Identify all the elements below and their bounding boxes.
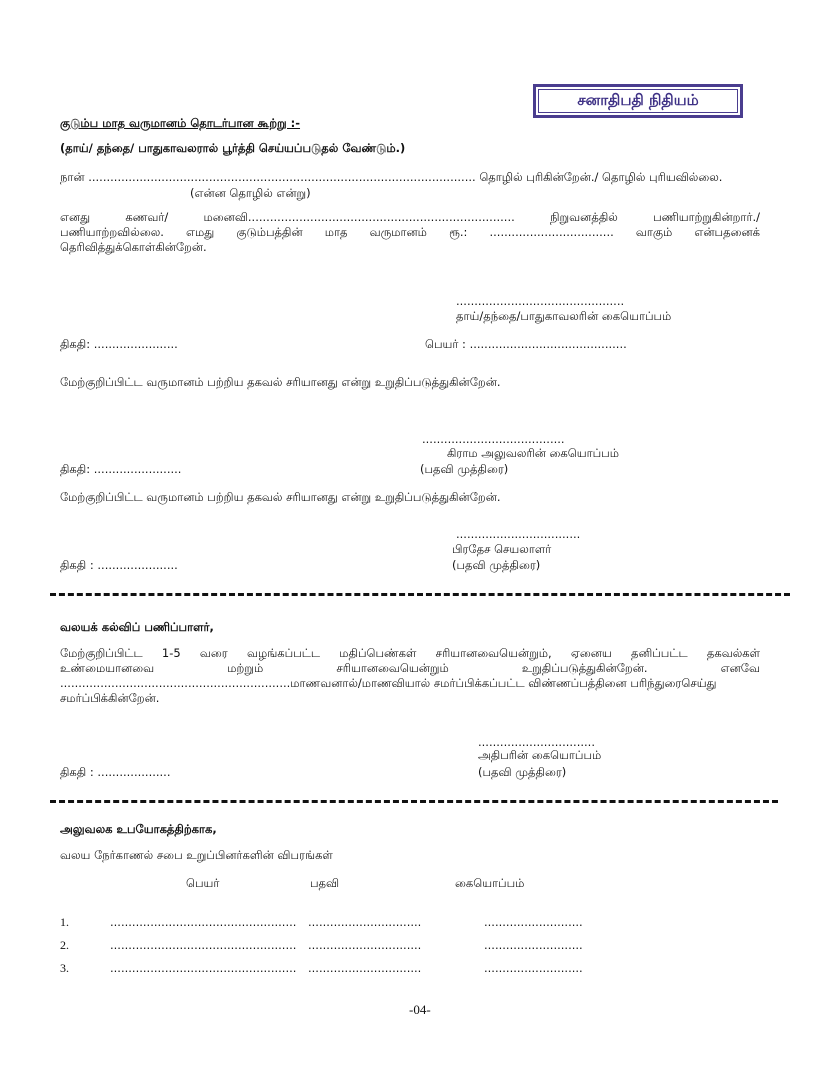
zonal-director-heading: வலயக் கல்விப் பணிப்பாளர், — [60, 620, 214, 634]
row-position-field: ............................... — [308, 961, 422, 975]
gn-seal-label: (பதவி முத்திரை) — [420, 462, 509, 476]
column-header-position: பதவி — [310, 876, 340, 890]
parent-name-field: பெயர் : ........................................... — [425, 337, 627, 351]
gn-signature-label: கிராம அலுவலரின் கையொப்பம் — [447, 446, 619, 460]
gn-date-field: திகதி: ........................ — [60, 462, 182, 476]
parent-signature-label: தாய்/தந்தை/பாதுகாவலரின் கையொப்பம் — [456, 309, 672, 323]
official-stamp — [533, 84, 743, 118]
parent-signature-line: .............................................. — [456, 294, 625, 308]
office-use-heading: அலுவலக உபயோகத்திற்காக, — [60, 822, 217, 836]
section-divider — [50, 593, 790, 596]
ds-statement: மேற்குறிப்பிட்ட வருமானம் பற்றிய தகவல் சரியானது என்று உறுதிப்படுத்துகின்றேன். — [60, 490, 501, 504]
principal-paragraph-row2: உண்மையானவை மற்றும் சரியானவையென்றும் உறுதிப்படுத்துகின்றேன். எனவே — [60, 661, 760, 675]
principal-seal-label: (பதவி முத்திரை) — [478, 765, 567, 779]
row-position-field: ............................... — [308, 915, 422, 929]
column-header-signature: கையொப்பம் — [455, 876, 525, 890]
row-signature-field: ........................... — [484, 961, 583, 975]
section1-heading: குடும்ப மாத வருமானம் தொடர்பான கூற்று :- — [60, 116, 301, 130]
row-name-field: ................................................... — [110, 938, 297, 952]
principal-paragraph — [60, 646, 760, 706]
principal-signature-line: ................................ — [478, 735, 595, 749]
principal-paragraph-row1: மேற்குறிப்பிட்ட 1-5 வரை வழங்கப்பட்ட மதிப்பெண்கள் சரியானவையென்றும், ஏனைய தனிப்பட்ட தகவல்கள் — [60, 646, 760, 660]
income-paragraph — [60, 210, 760, 255]
occupation-line: நான் .......................................................................................................... தொழில் புரிகின்றேன்./ தொழில் புரியவில்லை. — [60, 170, 723, 184]
row-signature-field: ........................... — [484, 938, 583, 952]
column-header-name: பெயர் — [186, 876, 220, 890]
ds-signature-line: .................................. — [456, 527, 581, 541]
income-paragraph-row2: பணியாற்றவில்லை. எமது குடும்பத்தின் மாத வருமானம் ரூ.: .................................. வாகும் என்பதனைக் — [60, 225, 760, 239]
row-name-field: ................................................... — [110, 961, 297, 975]
parent-date-field: திகதி: ....................... — [60, 337, 178, 351]
principal-paragraph-row3: ...............................................................மாணவனால்/மாணவியால் சமர்ப்பிக்கப்பட்ட விண்ணப்பத்தினை பரிந்துரைசெய்து — [60, 676, 717, 690]
ds-seal-label: (பதவி முத்திரை) — [452, 558, 541, 572]
ds-date-field: திகதி : ...................... — [60, 558, 178, 572]
gn-statement: மேற்குறிப்பிட்ட வருமானம் பற்றிய தகவல் சரியானது என்று உறுதிப்படுத்துகின்றேன். — [60, 375, 501, 389]
ds-signature-label: பிரதேச செயலாளர் — [452, 542, 552, 556]
panel-details-subheading: வலய நேர்காணல் சபை உறுப்பினர்களின் விபரங்கள் — [60, 848, 333, 862]
row-name-field: ................................................... — [110, 915, 297, 929]
stamp-text: சனாதிபதி நிதியம் — [577, 91, 699, 109]
row-number: 3. — [60, 961, 69, 975]
principal-paragraph-row4: சமர்ப்பிக்கின்றேன். — [60, 691, 160, 705]
row-signature-field: ........................... — [484, 915, 583, 929]
row-number: 1. — [60, 915, 69, 929]
row-number: 2. — [60, 938, 69, 952]
page-number: -04- — [409, 1002, 431, 1017]
section1-subheading: (தாய்/ தந்தை/ பாதுகாவலரால் பூர்த்தி செய்யப்படுதல் வேண்டும்.) — [60, 141, 406, 155]
gn-signature-line: ....................................... — [422, 432, 565, 446]
section-divider-2 — [50, 800, 778, 803]
income-paragraph-row1: எனது கணவர்/ மனைவி......................................................................... நிறுவனத்தில் பணியாற்றுகின்றார்./ — [60, 210, 760, 224]
occupation-hint: (என்ன தொழில் என்று) — [190, 186, 311, 200]
principal-date-field: திகதி : .................... — [60, 765, 171, 779]
principal-signature-label: அதிபரின் கையொப்பம் — [478, 748, 602, 762]
row-position-field: ............................... — [308, 938, 422, 952]
income-paragraph-row3: தெரிவித்துக்கொள்கின்றேன். — [60, 240, 207, 254]
